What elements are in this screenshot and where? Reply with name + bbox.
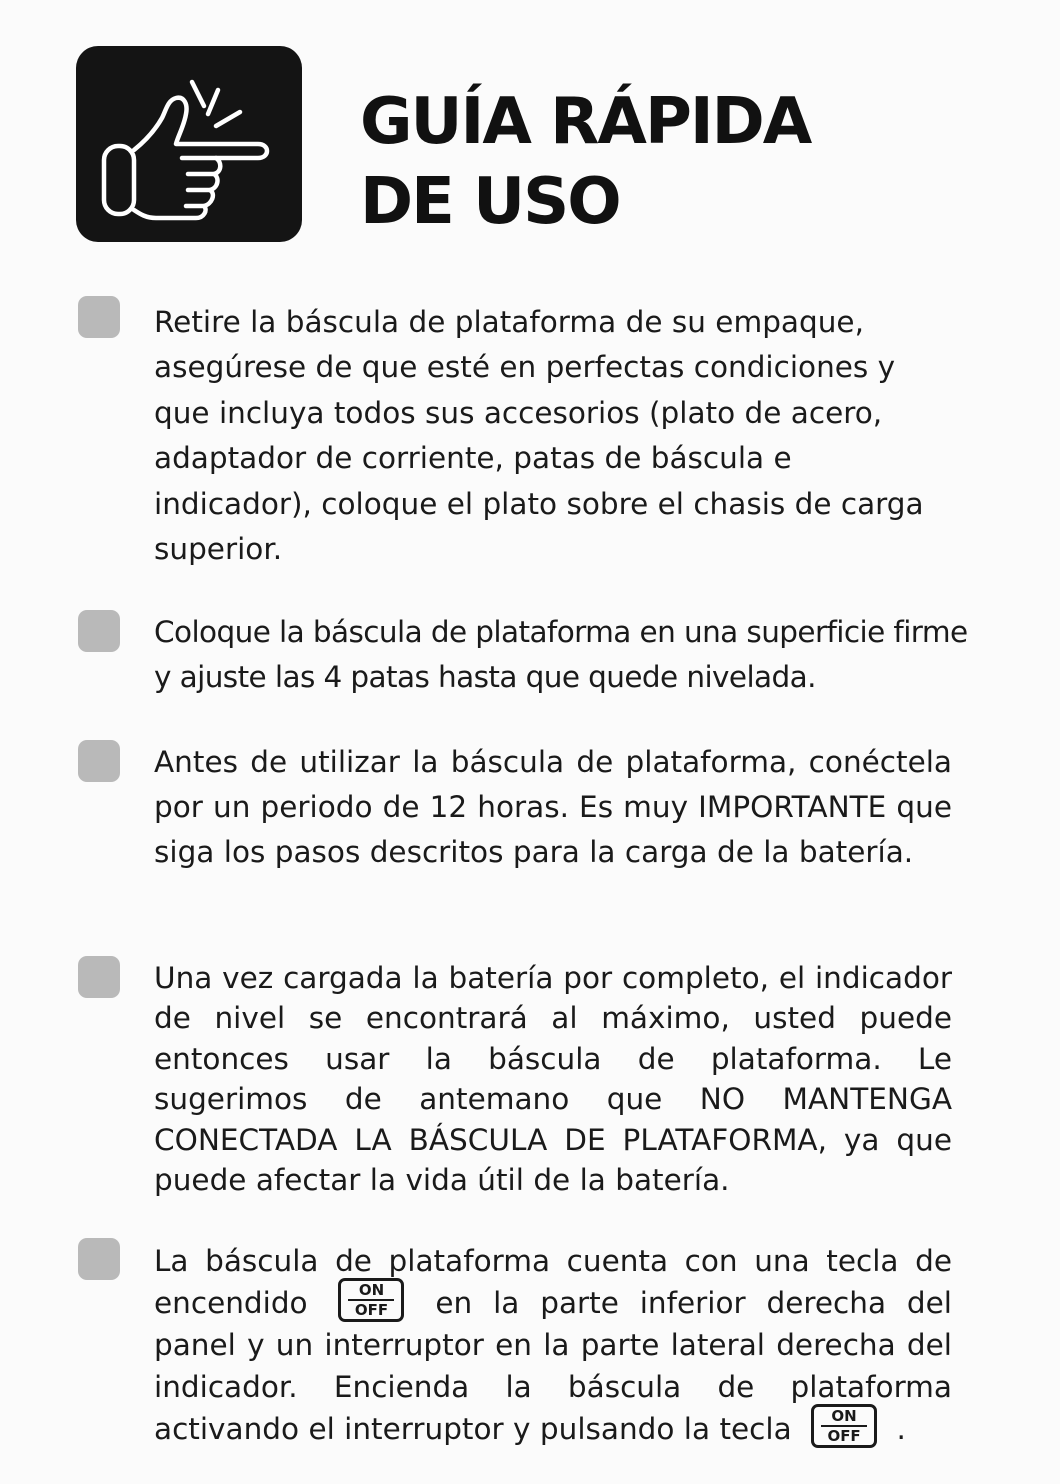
on-off-key-icon: [338, 1278, 404, 1322]
page-title-line-2: DE USO: [360, 165, 620, 239]
on-off-key-icon: [811, 1404, 877, 1448]
pointing-hand-icon: [76, 46, 302, 242]
step-bullet: [78, 1238, 120, 1280]
step-bullet: [78, 740, 120, 782]
step-bullet: [78, 956, 120, 998]
header-logo: [76, 46, 302, 242]
on-label: ON: [831, 1406, 857, 1425]
step-4-text: Una vez cargada la batería por completo, el indicador de nivel se encontrará al máximo, usted puede entonces usar la báscula de plataforma. Le sugerimos de antemano que NO MANTENGA CONECTADA LA BÁSCULA DE PLATAFORMA, ya que puede afectar la vida útil de la batería.: [154, 961, 952, 1198]
step-5-text-part-3: .: [896, 1412, 906, 1446]
step-3-text: Antes de utilizar la báscula de plataforma, conéctela por un periodo de 12 horas. Es muy IMPORTANTE que siga los pasos descritos para la carga de la batería.: [154, 745, 952, 869]
step-2-text: Coloque la báscula de plataforma en una superficie firme y ajuste las 4 patas hasta que quede nivelada.: [154, 615, 968, 694]
step-5-text-part-2: en la parte inferior derecha del panel y un interruptor en la parte lateral derecha del indicador. Encienda la báscula de plataforma activando el interruptor y pulsando la tecla: [154, 1286, 952, 1446]
on-label: ON: [358, 1280, 385, 1299]
step-bullet: [78, 296, 120, 338]
step-5-text: [154, 1240, 952, 1450]
page-title-line-1: GUÍA RÁPIDA: [360, 85, 811, 159]
step-bullet: [78, 610, 120, 652]
step-5-text-part-1: La báscula de plataforma cuenta con una tecla de encendido: [154, 1244, 952, 1320]
step-1-text: Retire la báscula de plataforma de su empaque, asegúrese de que esté en perfectas condiciones y que incluya todos sus accesorios (plato de acero, adaptador de corriente, patas de báscula e indicador), coloque el plato sobre el chasis de carga superior.: [154, 305, 924, 567]
off-label: OFF: [354, 1300, 389, 1319]
off-label: OFF: [827, 1426, 861, 1445]
page-title: [360, 82, 810, 242]
